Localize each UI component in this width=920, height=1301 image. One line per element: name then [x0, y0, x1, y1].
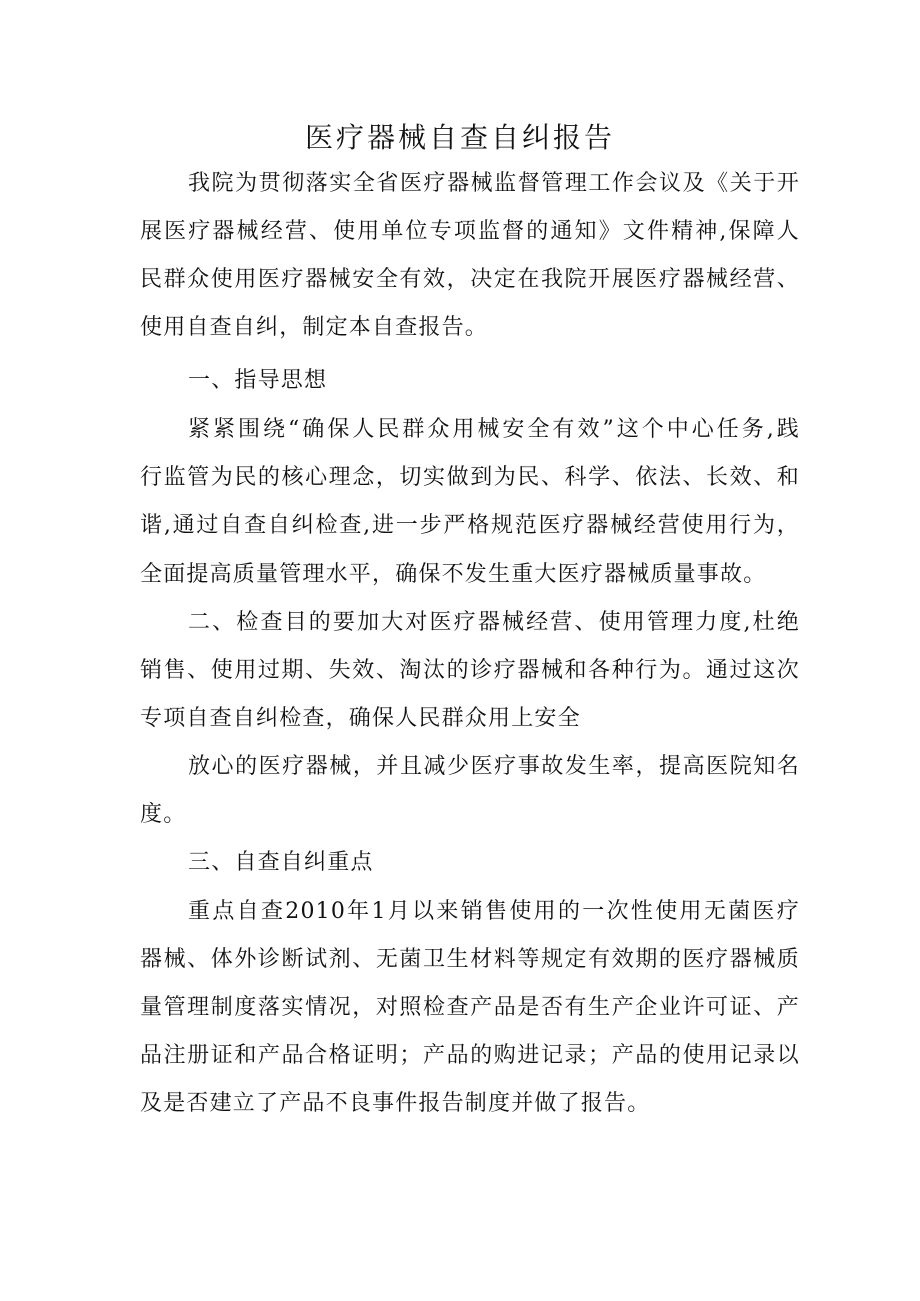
paragraph-line: 展医疗器械经营、使用单位专项监督的通知》文件精神,保障人 [140, 219, 800, 244]
paragraph-line: 量管理制度落实情况，对照检查产品是否有生产企业许可证、产 [140, 995, 800, 1020]
section-heading: 二、检查目的要加大对医疗器械经营、使用管理力度,杜绝 [188, 610, 800, 635]
paragraph-line: 我院为贯彻落实全省医疗器械监督管理工作会议及《关于开 [188, 171, 800, 196]
paragraph-line: 紧紧围绕“确保人民群众用械安全有效”这个中心任务,践 [188, 417, 800, 442]
paragraph-line: 行监管为民的核心理念，切实做到为民、科学、依法、长效、和 [140, 465, 800, 490]
section-heading: 三、自查自纠重点 [188, 850, 374, 875]
paragraph-line: 使用自查自纠，制定本自查报告。 [140, 315, 489, 340]
section-heading: 一、指导思想 [188, 368, 328, 393]
paragraph-line: 及是否建立了产品不良事件报告制度并做了报告。 [140, 1091, 651, 1116]
paragraph-line: 度。 [140, 802, 187, 827]
paragraph-line: 销售、使用过期、失效、淘汰的诊疗器械和各种行为。通过这次 [140, 658, 800, 683]
paragraph-line: 器械、体外诊断试剂、无菌卫生材料等规定有效期的医疗器械质 [140, 947, 800, 972]
paragraph-line: 民群众使用医疗器械安全有效，决定在我院开展医疗器械经营、 [140, 267, 800, 292]
paragraph-line: 谐,通过自查自纠检查,进一步严格规范医疗器械经营使用行为， [140, 513, 800, 538]
paragraph-line: 放心的医疗器械，并且减少医疗事故发生率，提高医院知名 [188, 754, 800, 779]
paragraph-line: 专项自查自纠检查，确保人民群众用上安全 [140, 706, 581, 731]
paragraph-line: 全面提高质量管理水平，确保不发生重大医疗器械质量事故。 [140, 562, 767, 587]
paragraph-line: 重点自查2010年1月以来销售使用的一次性使用无菌医疗 [188, 899, 800, 924]
paragraph-line: 品注册证和产品合格证明；产品的购进记录；产品的使用记录以 [140, 1043, 800, 1068]
document-title: 医疗器械自查自纠报告 [304, 121, 615, 154]
